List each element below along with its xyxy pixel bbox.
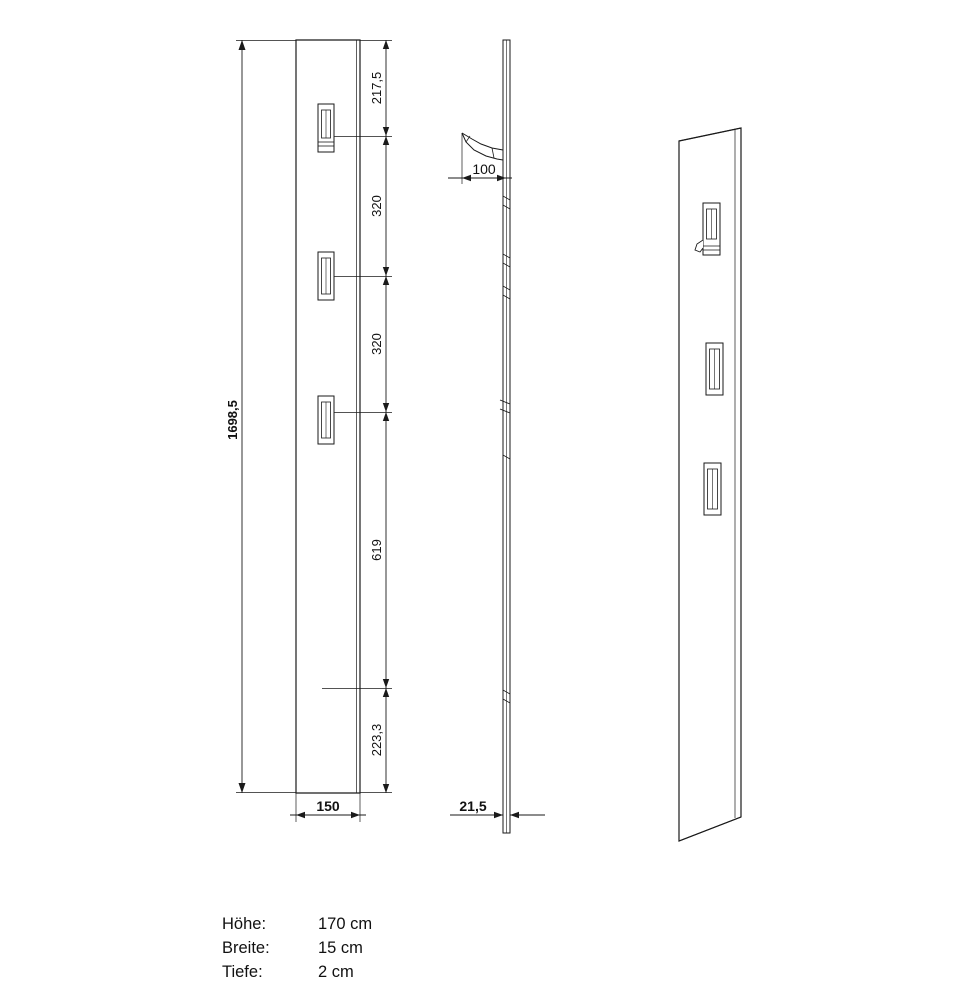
dim-side-depth-text: 21,5 [459, 798, 487, 814]
hook-profile-side [462, 133, 503, 160]
dim-segment-5-text: 223,3 [369, 723, 384, 757]
spec-value-width: 15 cm [318, 939, 363, 957]
dim-segment-1-text: 217,5 [369, 71, 384, 105]
spec-label-depth: Tiefe: [222, 963, 263, 981]
dim-hook-projection-text: 100 [472, 161, 496, 177]
spec-value-height: 170 cm [318, 915, 373, 933]
spec-table [222, 912, 428, 984]
dim-segment-4-text: 619 [369, 539, 384, 561]
dim-front-width-text: 150 [316, 798, 340, 814]
hook-plate-1 [318, 104, 334, 152]
dimension-overall-height [225, 40, 296, 793]
isometric-view [679, 128, 741, 841]
spec-row-depth [222, 960, 428, 984]
iso-hook-plate-2 [706, 343, 723, 395]
side-view [448, 40, 545, 833]
dim-overall-height-text: 1698,5 [225, 400, 240, 440]
hook-plate-2 [318, 252, 334, 300]
front-view [225, 40, 392, 822]
hook-plate-3 [318, 396, 334, 444]
dimension-side-depth [450, 798, 545, 833]
iso-hook-plate-3 [704, 463, 721, 515]
spec-label-height: Höhe: [222, 915, 267, 933]
spec-label-width: Breite: [222, 939, 270, 957]
dimension-front-width [290, 793, 366, 822]
spec-row-height [222, 912, 428, 936]
dim-segment-3-text: 320 [369, 333, 384, 355]
spec-row-width [222, 936, 428, 960]
dim-segment-2-text: 320 [369, 195, 384, 217]
dimension-hook-projection [448, 133, 512, 184]
spec-value-depth: 2 cm [318, 963, 354, 981]
